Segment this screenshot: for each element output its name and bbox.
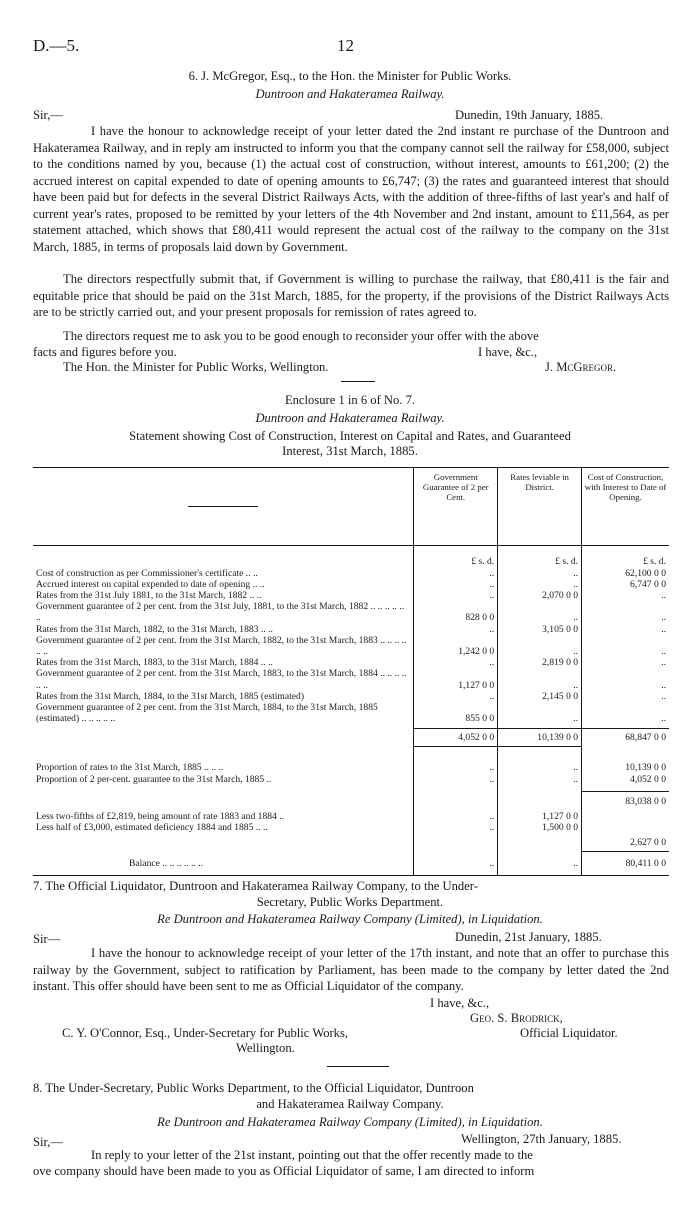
subtotal-row: 83,038 0 0 [33,791,669,811]
units-label: £ s. d. [498,546,582,568]
letter7-signature-title: Official Liquidator. [520,1026,618,1040]
letter6-para3a: The directors request me to ask you to be good enough to reconsider your offer with the above [63,329,539,343]
section-divider [341,381,375,382]
letter6-salutation: Sir,— [33,108,63,122]
letter6-para1: I have the honour to acknowledge receipt of your letter dated the 2nd instant re purchase of the Duntroon and Hakateramea Railway, and in reply am instructed to inform you that the company cannot sell the railway for £58,000, subject to the conditions named by you, because (1) the actual cost of construction, without interest, amounts to £61,200; (2) the accrued interest on capital expended to date of opening amounts to £6,747; (3) the rates and guaranteed interest that should have been paid but for defects in the several District Railways Acts, with the addition of three-fifths of last year's and half of current year's rates, proposed to be remitted by your letters of the 4th November and 2nd instant, amount to £11,564, as per statement attached, which shows that £80,411 would represent the actual cost of the railway to the company on the 31st March, 1885, in terms of proposals laid down by Government. [33,124,669,254]
letter8-para1b: ove company should have been made to you as Official Liquidator of same, I am directed to inform [33,1164,535,1178]
table-row: Less two-fifths of £2,819, being amount of rate 1883 and 1884 .. .. 1,127 0 0 [33,811,669,822]
column-header-construction: Cost of Construction, with Interest to Date of Opening. [582,468,669,546]
table-row: Rates from the 31st March, 1882, to the 31st March, 1883 .. .. .. 3,105 0 0 .. [33,624,669,635]
letter8-para1a: In reply to your letter of the 21st instant, pointing out that the offer recently made to the [91,1148,533,1162]
letter7-re: Re Duntroon and Hakateramea Railway Company (Limited), in Liquidation. [157,912,543,926]
column-header-rates: Rates leviable in District. [498,468,582,546]
table-row: Proportion of rates to the 31st March, 1885 .. .. .. .. .. 10,139 0 0 [33,762,669,773]
balance-row: Balance .. .. .. .. .. .. .. .. 80,411 0 0 [33,852,669,876]
enclosure-subheading: Duntroon and Hakateramea Railway. [255,411,445,425]
letter6-date: Dunedin, 19th January, 1885. [455,108,604,122]
letter8-salutation: Sir,— [33,1135,63,1149]
units-label: £ s. d. [414,546,498,568]
letter6-para3b: facts and figures before you. [33,345,177,359]
letter6-closing: I have, &c., [478,345,538,359]
letter6-subheading: Duntroon and Hakateramea Railway. [255,87,445,101]
letter7-date: Dunedin, 21st January, 1885. [455,930,602,944]
letter8-re: Re Duntroon and Hakateramea Railway Company (Limited), in Liquidation. [157,1115,543,1129]
totals-row: 4,052 0 0 10,139 0 0 68,847 0 0 [33,728,669,746]
table-row: Rates from the 31st July 1881, to the 31st March, 1882 .. .. .. 2,070 0 0 .. [33,590,669,601]
statement-table [33,467,669,876]
letter6-para2: The directors respectfully submit that, if Government is willing to purchase the railway, that £80,411 is the fair and equitable price that should be paid on the 31st March, 1885, for the property, if the provisions of the District Railways Acts are to be strictly carried out, and your present proposals for remission of rates agreed to. [33,272,669,319]
enclosure-heading: Enclosure 1 in 6 of No. 7. [284,393,416,407]
less-total: 2,627 0 0 [582,834,669,852]
table-row: Government guarantee of 2 per cent. from the 31st March, 1883, to the 31st March, 1884 .. .. .. .. .. .. 1,127 0 0 .. .. [33,668,669,690]
table-row: Government guarantee of 2 per cent. from the 31st March, 1884, to the 31st March, 1885 (estimated) .. .. .. .. .. 855 0 0 .. .. [33,702,669,728]
statement-title-line2: Interest, 31st March, 1885. [282,444,418,458]
table-row: Less half of £3,000, estimated deficiency 1884 and 1885 .. .. .. 1,500 0 0 [33,822,669,833]
table-row: Cost of construction as per Commissioner's certificate .. .. .. .. 62,100 0 0 [33,568,669,579]
letter8-heading-line1: 8. The Under-Secretary, Public Works Department, to the Official Liquidator, Duntroon [33,1081,474,1095]
letter8-heading-line2: and Hakateramea Railway Company. [256,1097,444,1111]
table-row: Rates from the 31st March, 1884, to the 31st March, 1885 (estimated) .. 2,145 0 0 .. [33,691,669,702]
letter6-signature: J. McGregor. [545,360,617,374]
letter8-date: Wellington, 27th January, 1885. [461,1132,622,1146]
header-dash [188,506,258,507]
table-row: Government guarantee of 2 per cent. from the 31st March, 1882, to the 31st March, 1883 .. .. .. .. .. .. 1,242 0 0 .. .. [33,635,669,657]
letter7-heading-line2: Secretary, Public Works Department. [256,895,444,909]
table-row: Accrued interest on capital expended to date of opening .. .. .. .. 6,747 0 0 [33,579,669,590]
statement-title-line1: Statement showing Cost of Construction, Interest on Capital and Rates, and Guaranteed [129,429,571,443]
series-code: D.—5. [33,36,80,55]
section-divider [327,1066,389,1067]
letter7-addressee-line2: Wellington. [236,1041,295,1055]
letter7-para1: I have the honour to acknowledge receipt of your letter of the 17th instant, and note that an offer to purchase this railway by the Government, subject to ratification by Parliament, has been made to the company by letter dated the 2nd instant. This offer should have been sent to me as Official Liquidator of the company. [33,946,669,993]
units-label: £ s. d. [582,546,669,568]
letter7-addressee-line1: C. Y. O'Connor, Esq., Under-Secretary for Public Works, [62,1026,349,1040]
table-row: Rates from the 31st March, 1883, to the 31st March, 1884 .. .. .. 2,819 0 0 .. [33,657,669,668]
letter7-closing: I have, &c., [430,996,490,1010]
letter6-heading: 6. J. McGregor, Esq., to the Hon. the Minister for Public Works. [188,69,512,83]
letter7-signature: Geo. S. Brodrick, [470,1011,563,1025]
letter6-addressee: The Hon. the Minister for Public Works, Wellington. [63,360,329,374]
column-header-guarantee: Government Guarantee of 2 per Cent. [414,468,498,546]
letter7-heading-line1: 7. The Official Liquidator, Duntroon and Hakateramea Railway Company, to the Under- [33,879,478,893]
page-number: 12 [337,36,354,55]
table-row: Government guarantee of 2 per cent. from the 31st July, 1881, to the 31st March, 1882 .. .. .. .. .. .. 828 0 0 .. .. [33,601,669,623]
table-row: Proportion of 2 per-cent. guarantee to the 31st March, 1885 .. .. .. 4,052 0 0 [33,774,669,792]
letter7-salutation: Sir— [33,932,61,946]
